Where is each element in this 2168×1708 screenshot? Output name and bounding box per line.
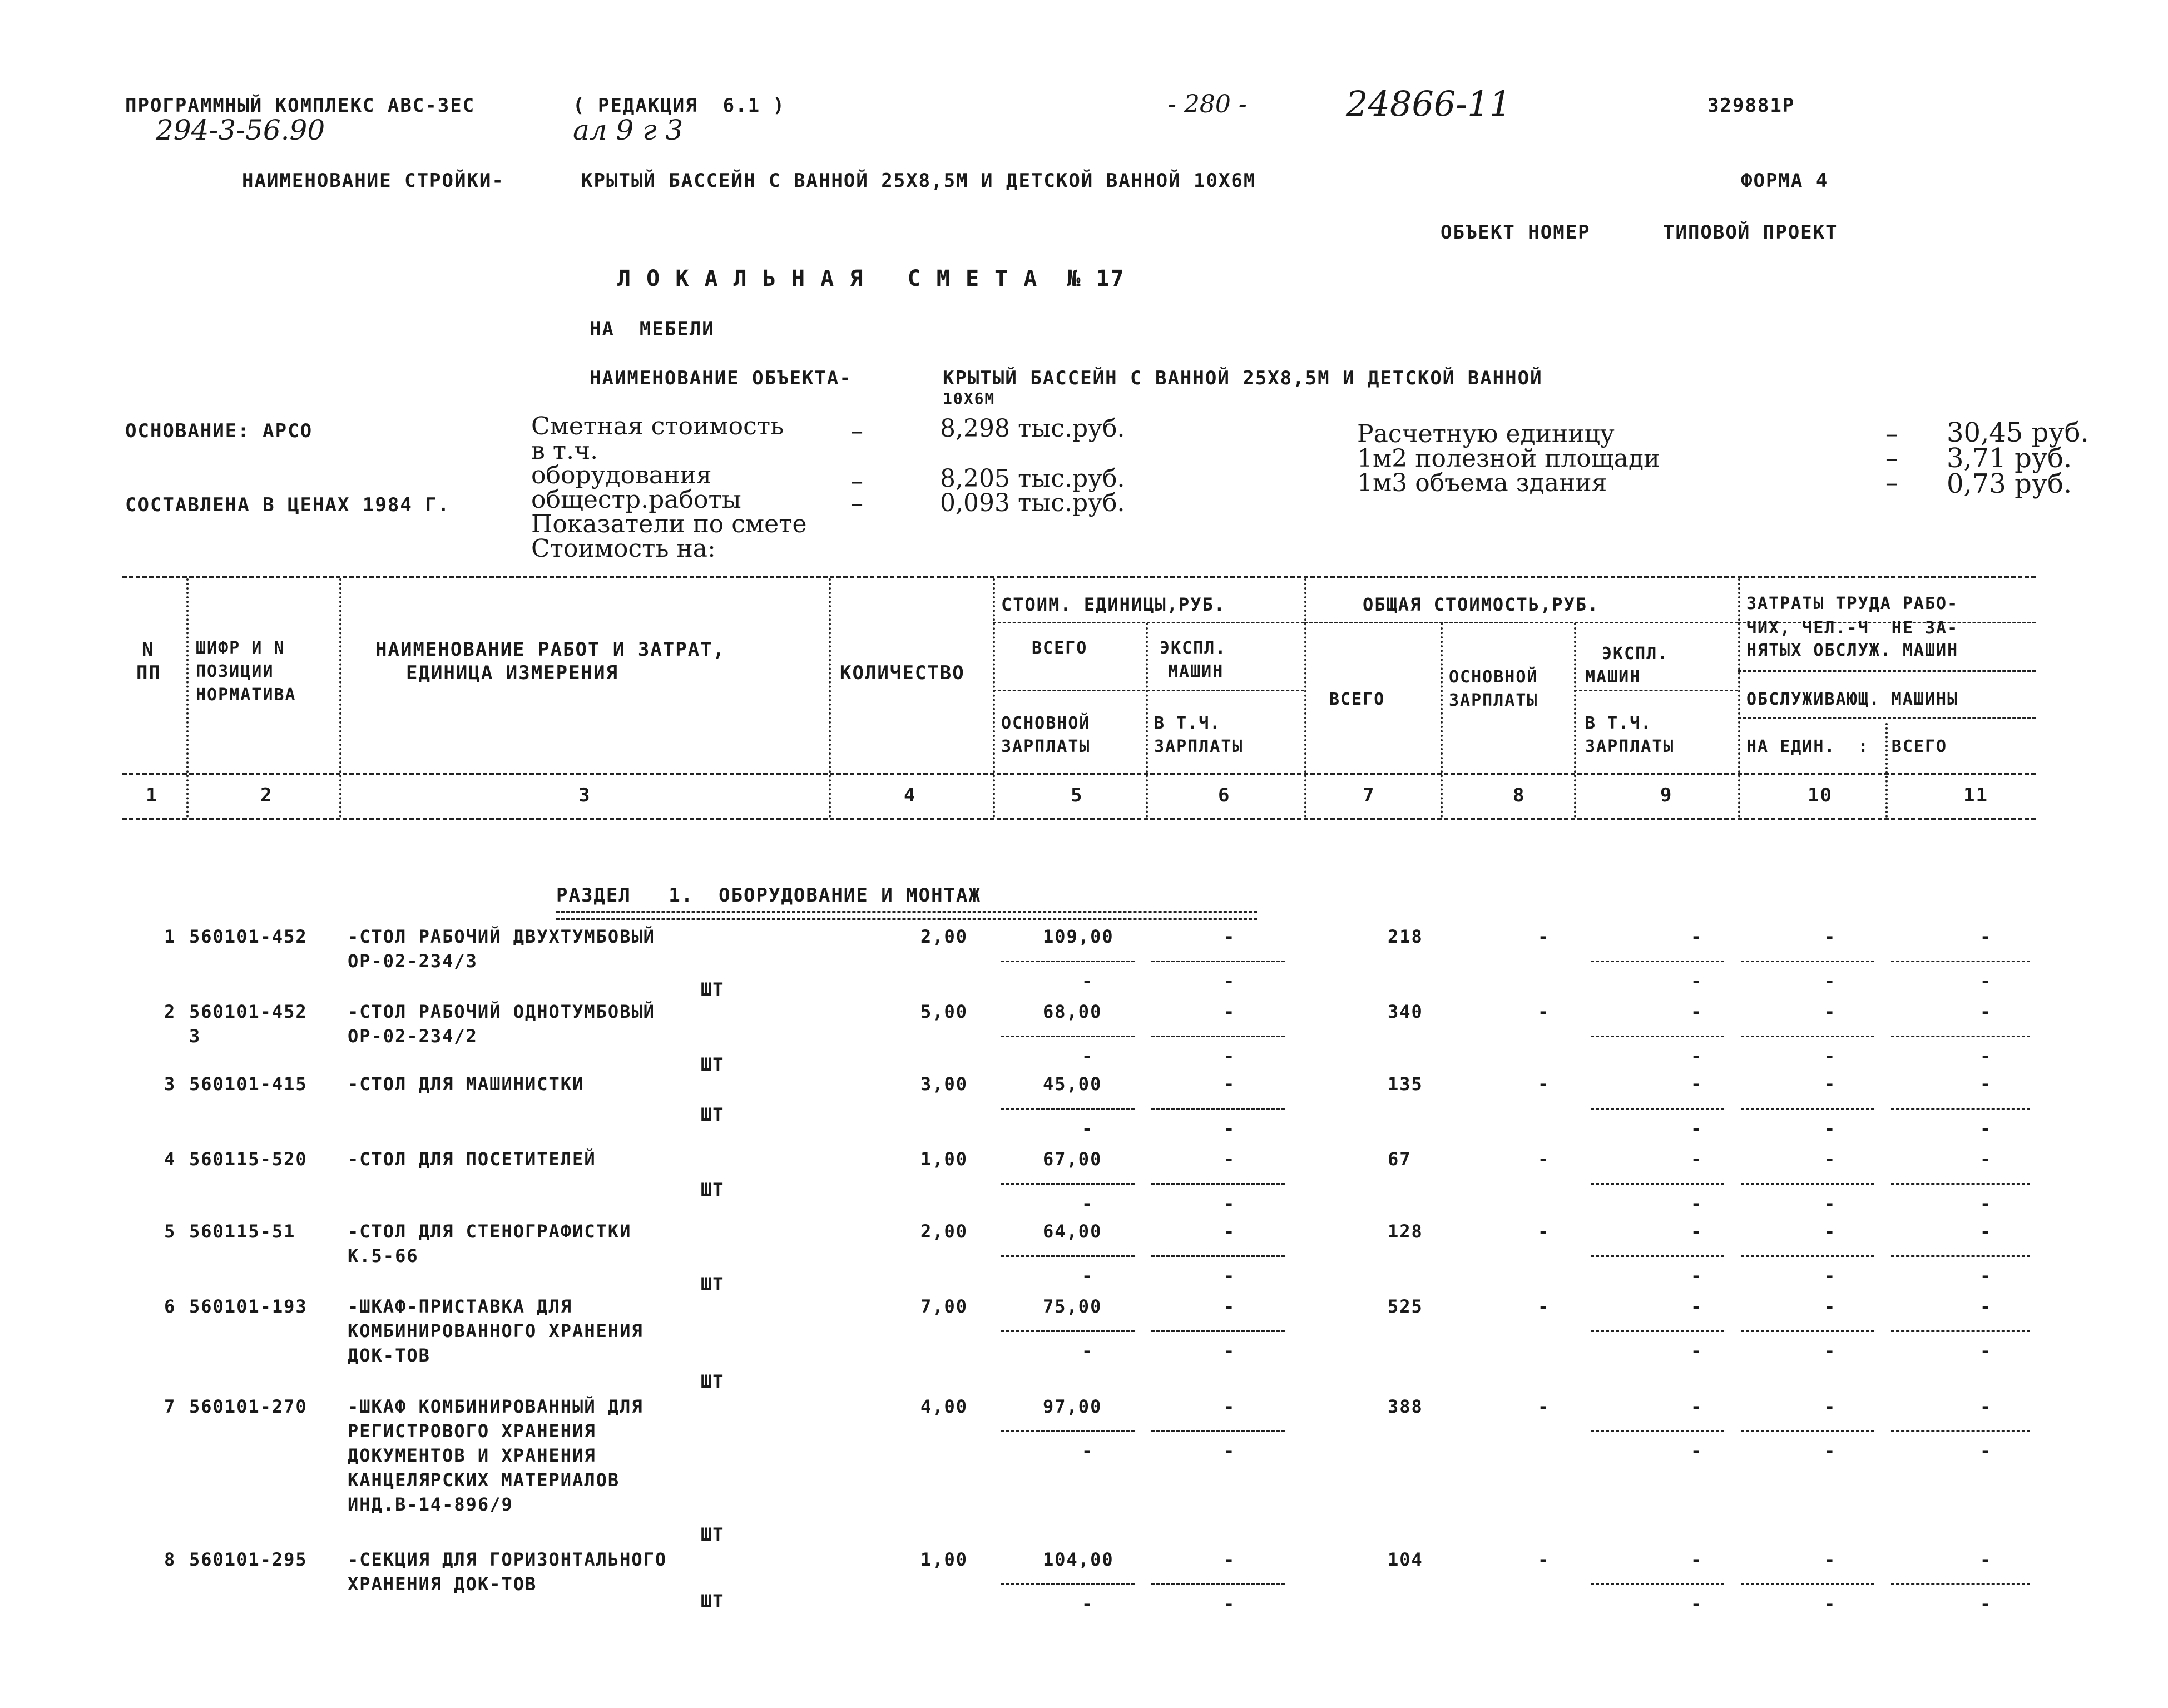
row-code: 560101-452 — [189, 1001, 308, 1022]
row-labor-rule — [1741, 1430, 1874, 1432]
header-col-3: НАИМЕНОВАНИЕ РАБОТ И ЗАТРАТ, — [375, 638, 726, 661]
row-mach-cost: - — [1224, 1549, 1236, 1570]
row-name-line: КОМБИНИРОВАННОГО ХРАНЕНИЯ — [348, 1320, 644, 1341]
row-quantity: 1,00 — [920, 1549, 968, 1570]
row-labor-unit: - — [1824, 1073, 1837, 1095]
header-labor-3: НЯТЫХ ОБСЛУЖ. МАШИН — [1746, 641, 1959, 660]
row-wage: - — [1538, 1148, 1550, 1170]
dash-marker: – — [851, 489, 863, 518]
row-labor-rule-2 — [1891, 1036, 2030, 1037]
row-labor-rule — [1741, 1583, 1874, 1585]
row-unit: ШТ — [701, 1371, 725, 1392]
row-total: 340 — [1388, 1001, 1423, 1022]
col-divider — [829, 578, 831, 818]
row-quantity: 4,00 — [920, 1396, 968, 1417]
row-price-rule — [1001, 1183, 1135, 1185]
row-quantity: 3,00 — [920, 1073, 968, 1095]
row-labor-unit: - — [1824, 1148, 1837, 1170]
row-name-line: К.5-66 — [348, 1245, 419, 1266]
header-col-2b: ПОЗИЦИИ — [196, 662, 274, 681]
unit-label-2: 1м3 объема здания — [1357, 469, 1607, 497]
row-dash: - — [1082, 1193, 1094, 1214]
row-mach-cost: - — [1224, 1396, 1236, 1417]
handwritten-reference: 294-3-56.90 — [156, 114, 325, 146]
header-col-4: КОЛИЧЕСТВО — [840, 662, 965, 684]
header-col-2c: НОРМАТИВА — [196, 685, 296, 705]
row-dash: - — [1824, 1440, 1837, 1462]
row-dash: - — [1224, 1193, 1236, 1214]
row-dash: - — [1980, 1440, 1992, 1462]
summary-label-0: Сметная стоимость — [531, 412, 784, 440]
col-number-7: 7 — [1363, 784, 1375, 806]
dash-marker: – — [1885, 420, 1898, 448]
row-dash: - — [1980, 1593, 1992, 1615]
header-labor-5: НА ЕДИН. : ВСЕГО — [1746, 737, 1948, 756]
row-code: 560101-415 — [189, 1073, 308, 1095]
row-unit: ШТ — [701, 1274, 725, 1295]
row-unit-price: 67,00 — [1043, 1148, 1102, 1170]
table-numbers-rule — [122, 818, 2036, 820]
row-name-line: -СТОЛ ДЛЯ МАШИНИСТКИ — [348, 1073, 585, 1095]
row-unit: ШТ — [701, 1054, 725, 1075]
row-dash: - — [1980, 1118, 1992, 1139]
summary-value-0: 8,298 тыс.руб. — [940, 414, 1125, 443]
row-dash: - — [1224, 1440, 1236, 1462]
row-labor-unit: - — [1824, 1396, 1837, 1417]
row-mach-cost: - — [1224, 1296, 1236, 1317]
labor-mid-rule-2 — [1738, 717, 2036, 719]
row-dash: - — [1082, 1340, 1094, 1362]
row-name-line: ДОКУМЕНТОВ И ХРАНЕНИЯ — [348, 1445, 596, 1466]
row-unit-price: 97,00 — [1043, 1396, 1102, 1417]
row-labor-rule-2 — [1891, 1330, 2030, 1332]
unit-cost-rule — [993, 622, 1304, 623]
program-name: ПРОГРАММНЫЙ КОМПЛЕКС АВС-3ЕС — [125, 95, 476, 117]
row-total: 218 — [1388, 926, 1423, 947]
row-mach-rule — [1151, 1330, 1285, 1332]
header-total-expl: ЭКСПЛ. — [1602, 644, 1669, 664]
summary-label-1: в т.ч. — [531, 437, 598, 465]
header-total-wage: ОСНОВНОЙ — [1449, 667, 1538, 687]
row-mach-cost: - — [1224, 1148, 1236, 1170]
col-number-2: 2 — [260, 784, 273, 806]
row-number: 3 — [164, 1073, 176, 1095]
header-labor-2: ЧИХ, ЧЕЛ.-Ч НЕ ЗА- — [1746, 618, 1959, 638]
row-expl: - — [1691, 1396, 1703, 1417]
row-unit: ШТ — [701, 979, 725, 1000]
row-dash: - — [1691, 1265, 1703, 1286]
header-total-cost: ОБЩАЯ СТОИМОСТЬ,РУБ. — [1363, 594, 1600, 615]
row-mach-rule — [1151, 1430, 1285, 1432]
row-dash: - — [1980, 1046, 1992, 1067]
row-labor-total: - — [1980, 1396, 1992, 1417]
col-divider — [186, 578, 189, 818]
row-dash: - — [1224, 1265, 1236, 1286]
row-labor-total: - — [1980, 1001, 1992, 1022]
row-dash: - — [1691, 1193, 1703, 1214]
row-mach-rule — [1151, 1255, 1285, 1257]
summary-label-3: общестр.работы — [531, 486, 741, 514]
basis: ОСНОВАНИЕ: АРСО — [125, 420, 313, 442]
row-name-line: ОР-02-234/2 — [348, 1026, 478, 1047]
estimate-subject: НА МЕБЕЛИ — [590, 318, 715, 340]
row-number: 8 — [164, 1549, 176, 1570]
row-dash: - — [1224, 1593, 1236, 1615]
row-expl-rule — [1591, 1255, 1724, 1257]
row-mach-cost: - — [1224, 1001, 1236, 1022]
row-code: 560101-295 — [189, 1549, 308, 1570]
row-labor-rule — [1741, 961, 1874, 962]
row-dash: - — [1824, 1340, 1837, 1362]
summary-value-2: 0,093 тыс.руб. — [940, 489, 1125, 517]
row-unit-price: 75,00 — [1043, 1296, 1102, 1317]
document-code: 329881Р — [1707, 95, 1795, 117]
row-unit: ШТ — [701, 1591, 725, 1612]
row-expl: - — [1691, 1001, 1703, 1022]
row-total: 67 — [1388, 1148, 1412, 1170]
header-unit-incl: В Т.Ч. — [1154, 714, 1221, 733]
header-unit-incl-wage: ЗАРПЛАТЫ — [1154, 737, 1244, 756]
row-name-line: КАНЦЕЛЯРСКИХ МАТЕРИАЛОВ — [348, 1469, 620, 1491]
row-code-2: 3 — [189, 1026, 201, 1047]
row-wage: - — [1538, 1221, 1550, 1242]
row-code: 560115-520 — [189, 1148, 308, 1170]
document-number: 24866-11 — [1346, 83, 1512, 124]
row-unit-price: 45,00 — [1043, 1073, 1102, 1095]
stroika-value: КРЫТЫЙ БАССЕЙН С ВАННОЙ 25Х8,5М И ДЕТСКОЙ ВАННОЙ 10Х6М — [581, 170, 1256, 192]
row-labor-total: - — [1980, 926, 1992, 947]
col-divider — [993, 578, 995, 818]
row-wage: - — [1538, 1396, 1550, 1417]
row-wage: - — [1538, 1073, 1550, 1095]
row-number: 7 — [164, 1396, 176, 1417]
unit-label-1: 1м2 полезной площади — [1357, 444, 1660, 473]
col-number-6: 6 — [1218, 784, 1231, 806]
row-name-line: -СТОЛ РАБОЧИЙ ДВУХТУМБОВЫЙ — [348, 926, 655, 947]
row-name-line: -СТОЛ РАБОЧИЙ ОДНОТУМБОВЫЙ — [348, 1001, 655, 1022]
row-dash: - — [1691, 971, 1703, 992]
col-divider — [339, 578, 341, 818]
row-labor-unit: - — [1824, 926, 1837, 947]
row-name-line: ДОК-ТОВ — [348, 1345, 430, 1366]
row-labor-total: - — [1980, 1221, 1992, 1242]
row-labor-rule — [1741, 1036, 1874, 1037]
header-col-2: ШИФР И N — [196, 638, 285, 658]
row-labor-rule — [1741, 1183, 1874, 1185]
row-expl: - — [1691, 1073, 1703, 1095]
table-top-rule — [122, 576, 2036, 578]
unit-value-1: 3,71 руб. — [1947, 443, 2072, 474]
total-cost-rule — [1304, 622, 1738, 623]
header-total-all: ВСЕГО — [1329, 690, 1385, 709]
row-labor-total: - — [1980, 1148, 1992, 1170]
row-labor-unit: - — [1824, 1296, 1837, 1317]
labor-mid-rule — [1738, 670, 2036, 672]
section-title: РАЗДЕЛ 1. ОБОРУДОВАНИЕ И МОНТАЖ — [556, 884, 981, 907]
row-total: 104 — [1388, 1549, 1423, 1570]
unit-value-2: 0,73 руб. — [1947, 468, 2072, 499]
row-expl-rule — [1591, 1583, 1724, 1585]
row-wage: - — [1538, 1296, 1550, 1317]
row-dash: - — [1082, 971, 1094, 992]
row-wage: - — [1538, 1001, 1550, 1022]
handwritten-reference-2: ал 9 г 3 — [573, 114, 684, 146]
header-unit-mach: МАШИН — [1168, 662, 1224, 681]
row-quantity: 7,00 — [920, 1296, 968, 1317]
row-labor-rule — [1741, 1255, 1874, 1257]
row-dash: - — [1980, 1265, 1992, 1286]
row-price-rule — [1001, 1108, 1135, 1110]
row-number: 6 — [164, 1296, 176, 1317]
row-name-line: ОР-02-234/3 — [348, 950, 478, 972]
row-labor-rule-2 — [1891, 1583, 2030, 1585]
row-number: 2 — [164, 1001, 176, 1022]
row-name-line: -ШКАФ КОМБИНИРОВАННЫЙ ДЛЯ — [348, 1396, 644, 1417]
row-mach-cost: - — [1224, 1221, 1236, 1242]
row-dash: - — [1980, 1193, 1992, 1214]
price-basis: СОСТАВЛЕНА В ЦЕНАХ 1984 Г. — [125, 494, 451, 516]
col-number-9: 9 — [1660, 784, 1673, 806]
dash-marker: – — [851, 417, 863, 445]
header-col-1: N — [142, 638, 155, 661]
row-labor-total: - — [1980, 1073, 1992, 1095]
unit-value-0: 30,45 руб. — [1947, 417, 2089, 448]
expl-mid-rule — [1574, 690, 1738, 691]
row-expl-rule — [1591, 1430, 1724, 1432]
row-dash: - — [1691, 1340, 1703, 1362]
row-dash: - — [1082, 1265, 1094, 1286]
row-wage: - — [1538, 1549, 1550, 1570]
row-unit-price: 68,00 — [1043, 1001, 1102, 1022]
row-mach-rule — [1151, 1036, 1285, 1037]
object-name-value: КРЫТЫЙ БАССЕЙН С ВАННОЙ 25Х8,5М И ДЕТСКОЙ ВАННОЙ — [943, 367, 1543, 389]
row-labor-rule — [1741, 1330, 1874, 1332]
object-name-value-2: 10Х6М — [943, 389, 996, 408]
row-price-rule — [1001, 1255, 1135, 1257]
row-unit: ШТ — [701, 1524, 725, 1545]
row-expl: - — [1691, 1549, 1703, 1570]
row-price-rule — [1001, 961, 1135, 962]
row-dash: - — [1224, 1118, 1236, 1139]
row-expl-rule — [1591, 1330, 1724, 1332]
row-number: 4 — [164, 1148, 176, 1170]
row-labor-unit: - — [1824, 1549, 1837, 1570]
row-expl: - — [1691, 1148, 1703, 1170]
row-dash: - — [1824, 1593, 1837, 1615]
row-name-line: -ШКАФ-ПРИСТАВКА ДЛЯ — [348, 1296, 573, 1317]
page-number: - 280 - — [1168, 90, 1247, 118]
row-total: 135 — [1388, 1073, 1423, 1095]
row-number: 5 — [164, 1221, 176, 1242]
row-labor-rule-2 — [1891, 1255, 2030, 1257]
row-expl: - — [1691, 1221, 1703, 1242]
col-number-11: 11 — [1963, 784, 1988, 806]
table-header-rule — [122, 773, 2036, 775]
row-unit: ШТ — [701, 1104, 725, 1125]
row-total: 388 — [1388, 1396, 1423, 1417]
row-code: 560115-51 — [189, 1221, 296, 1242]
row-code: 560101-193 — [189, 1296, 308, 1317]
row-labor-total: - — [1980, 1296, 1992, 1317]
row-labor-rule-2 — [1891, 1183, 2030, 1185]
row-unit-price: 109,00 — [1043, 926, 1114, 947]
col-divider — [1304, 578, 1306, 818]
header-labor-4: ОБСЛУЖИВАЮЩ. МАШИНЫ — [1746, 690, 1959, 709]
object-name-label: НАИМЕНОВАНИЕ ОБЪЕКТА- — [590, 367, 852, 389]
object-number-value: ТИПОВОЙ ПРОЕКТ — [1663, 221, 1838, 244]
summary-label-2: оборудования — [531, 461, 712, 489]
header-unit-expl: ЭКСПЛ. — [1160, 638, 1227, 658]
section-underline — [556, 911, 1257, 920]
row-expl: - — [1691, 926, 1703, 947]
dash-marker: – — [1885, 469, 1898, 497]
object-number-label: ОБЪЕКТ НОМЕР — [1441, 221, 1591, 244]
row-name-line: ИНД.В-14-896/9 — [348, 1494, 513, 1515]
row-code: 560101-270 — [189, 1396, 308, 1417]
row-dash: - — [1691, 1593, 1703, 1615]
col-number-4: 4 — [904, 784, 917, 806]
stroika-label: НАИМЕНОВАНИЕ СТРОЙКИ- — [242, 170, 504, 192]
header-labor: ЗАТРАТЫ ТРУДА РАБО- — [1746, 594, 1959, 613]
row-labor-rule-2 — [1891, 1430, 2030, 1432]
row-code: 560101-452 — [189, 926, 308, 947]
row-dash: - — [1082, 1593, 1094, 1615]
row-price-rule — [1001, 1036, 1135, 1037]
row-labor-unit: - — [1824, 1221, 1837, 1242]
row-mach-rule — [1151, 1183, 1285, 1185]
row-mach-rule — [1151, 961, 1285, 962]
row-unit: ШТ — [701, 1179, 725, 1200]
summary-value-1: 8,205 тыс.руб. — [940, 464, 1125, 493]
unit-cost-mid-rule — [993, 690, 1304, 691]
col-number-8: 8 — [1513, 784, 1526, 806]
row-mach-rule — [1151, 1583, 1285, 1585]
dash-marker: – — [1885, 444, 1898, 473]
header-unit-cost: СТОИМ. ЕДИНИЦЫ,РУБ. — [1001, 594, 1226, 615]
row-quantity: 2,00 — [920, 1221, 968, 1242]
row-wage: - — [1538, 926, 1550, 947]
row-dash: - — [1224, 1046, 1236, 1067]
col-number-3: 3 — [578, 784, 591, 806]
row-unit-price: 64,00 — [1043, 1221, 1102, 1242]
header-total-mach: МАШИН — [1585, 667, 1641, 687]
row-expl-rule — [1591, 1036, 1724, 1037]
row-labor-total: - — [1980, 1549, 1992, 1570]
col-divider — [1574, 623, 1576, 818]
summary-label-4: Показатели по смете — [531, 510, 807, 538]
row-dash: - — [1980, 1340, 1992, 1362]
row-total: 128 — [1388, 1221, 1423, 1242]
header-unit-total: ВСЕГО — [1032, 638, 1088, 658]
row-name-line: -СТОЛ ДЛЯ СТЕНОГРАФИСТКИ — [348, 1221, 632, 1242]
row-dash: - — [1224, 971, 1236, 992]
estimate-title: Л О К А Л Ь Н А Я С М Е Т А № 17 — [617, 266, 1125, 291]
row-dash: - — [1082, 1046, 1094, 1067]
row-mach-rule — [1151, 1108, 1285, 1110]
header-col-1b: ПП — [136, 662, 161, 684]
header-unit-wage: ОСНОВНОЙ — [1001, 714, 1091, 733]
row-dash: - — [1691, 1118, 1703, 1139]
row-name-line: РЕГИСТРОВОГО ХРАНЕНИЯ — [348, 1420, 596, 1442]
row-labor-unit: - — [1824, 1001, 1837, 1022]
row-expl: - — [1691, 1296, 1703, 1317]
row-dash: - — [1824, 1118, 1837, 1139]
row-dash: - — [1980, 971, 1992, 992]
row-dash: - — [1824, 1193, 1837, 1214]
row-expl-rule — [1591, 1183, 1724, 1185]
form-number: ФОРМА 4 — [1741, 170, 1829, 192]
col-divider — [1738, 578, 1740, 818]
row-total: 525 — [1388, 1296, 1423, 1317]
col-number-1: 1 — [146, 784, 159, 806]
row-dash: - — [1824, 971, 1837, 992]
row-mach-cost: - — [1224, 1073, 1236, 1095]
row-expl-rule — [1591, 1108, 1724, 1110]
row-quantity: 1,00 — [920, 1148, 968, 1170]
row-price-rule — [1001, 1430, 1135, 1432]
row-expl-rule — [1591, 961, 1724, 962]
row-quantity: 5,00 — [920, 1001, 968, 1022]
summary-label-5: Стоимость на: — [531, 534, 716, 563]
row-dash: - — [1691, 1440, 1703, 1462]
row-quantity: 2,00 — [920, 926, 968, 947]
row-dash: - — [1082, 1118, 1094, 1139]
row-labor-rule-2 — [1891, 961, 2030, 962]
row-name-line: -СЕКЦИЯ ДЛЯ ГОРИЗОНТАЛЬНОГО — [348, 1549, 667, 1570]
header-unit-wage-2: ЗАРПЛАТЫ — [1001, 737, 1091, 756]
row-mach-cost: - — [1224, 926, 1236, 947]
unit-label-0: Расчетную единицу — [1357, 420, 1615, 448]
col-divider — [1146, 623, 1148, 818]
row-unit-price: 104,00 — [1043, 1549, 1114, 1570]
header-total-incl: В Т.Ч. — [1585, 714, 1652, 733]
col-divider — [1441, 623, 1443, 818]
header-total-wage-2: ЗАРПЛАТЫ — [1449, 691, 1538, 710]
row-dash: - — [1082, 1440, 1094, 1462]
row-labor-rule-2 — [1891, 1108, 2030, 1110]
row-price-rule — [1001, 1583, 1135, 1585]
row-name-line: -СТОЛ ДЛЯ ПОСЕТИТЕЛЕЙ — [348, 1148, 596, 1170]
col-number-5: 5 — [1071, 784, 1083, 806]
row-number: 1 — [164, 926, 176, 947]
row-name-line: ХРАНЕНИЯ ДОК-ТОВ — [348, 1573, 537, 1595]
dash-marker: – — [851, 467, 863, 496]
row-dash: - — [1224, 1340, 1236, 1362]
edition: ( РЕДАКЦИЯ 6.1 ) — [573, 95, 785, 117]
col-number-10: 10 — [1808, 784, 1833, 806]
row-dash: - — [1824, 1046, 1837, 1067]
header-total-incl-wage: ЗАРПЛАТЫ — [1585, 737, 1675, 756]
header-col-3b: ЕДИНИЦА ИЗМЕРЕНИЯ — [406, 662, 618, 684]
row-price-rule — [1001, 1330, 1135, 1332]
row-labor-rule — [1741, 1108, 1874, 1110]
row-dash: - — [1691, 1046, 1703, 1067]
row-dash: - — [1824, 1265, 1837, 1286]
